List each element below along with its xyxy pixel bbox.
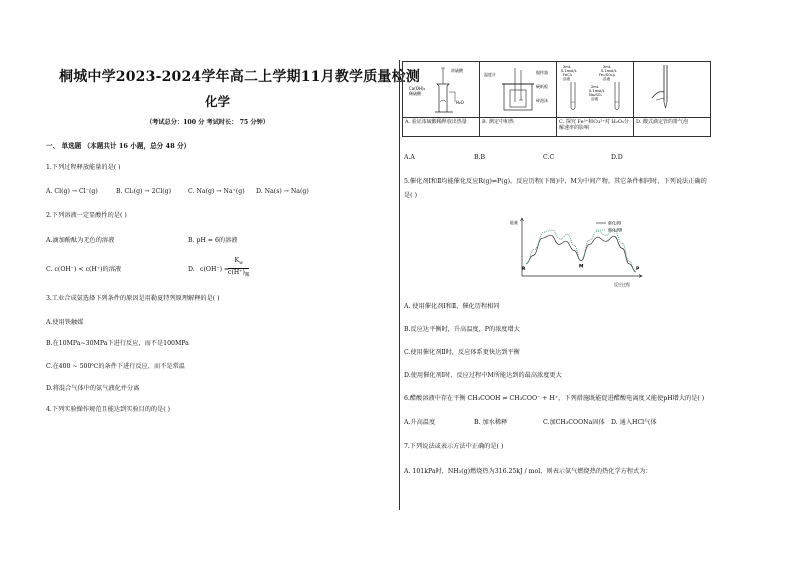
question-5-option-c: C.使用催化剂Ⅱ时，反应体系更快达到平衡 [404,349,520,356]
apparatus-caption-c: C. 探究 Fe³⁺和Cu²⁺对 H₂O₂分解速率的影响 [557,117,634,136]
chart-point-label-p: P [636,267,640,272]
question-4-option-b: B.B [474,154,486,161]
chart-ylabel: 能量 [510,220,518,225]
apparatus-c-label-10: 0.1mol/L [589,89,605,93]
chart-point-label-m: M [579,264,584,270]
question-1-option-d: D. Na(s) → Na(g) [256,188,309,195]
fraction-denominator: c(H⁺) [228,269,245,277]
question-7-option-a: A. 101kPa时，NH₃(g)燃烧热为316.25kJ / mol，则表示氨气燃烧热的热化学方程式为： [404,468,652,475]
question-5-option-b: B.反应达平衡时，升高温度，P的浓度增大 [404,326,520,333]
apparatus-cell-d [634,62,711,118]
apparatus-c-label-1: 2mL [563,65,571,69]
question-5-option-a: A. 使用催化剂Ⅰ和Ⅱ，催化历程相同 [404,303,500,310]
fraction-numerator-sub: w [239,261,243,267]
apparatus-c-label-8: 溶液 [603,77,611,81]
apparatus-b-label-4: 硬纸板 [536,84,548,89]
question-4-stem: 4.下列实验操作规范且能达到实验目的的是( ) [46,406,171,413]
question-2-option-a: A.滴加酚酞为无色的溶液 [46,237,115,244]
legend-label-1: 催化剂Ⅰ [608,220,622,226]
apparatus-b-label-3: 碎泡沫 [536,98,548,103]
question-6-stem: 6.醋酸溶液中存在平衡 CH₃COOH ⇌ CH₃COO⁻ + H⁺，下列措施既能促进醋酸电离度又能使pH增大的是( ) [404,395,705,402]
apparatus-a-label-1: Ca(OH)₂ [409,86,426,91]
question-2-stem: 2.下列溶液一定显酸性的是( ) [46,212,127,219]
question-3-option-a: A.使用铁触媒 [46,319,84,326]
question-3-option-d: D.将混合气体中的氨气液化并分离 [46,385,140,392]
apparatus-c-label-3: FeCl₃ [563,73,573,77]
apparatus-a-label-3: H₂O [456,100,464,105]
exam-title: 桐城中学2023-2024学年高二上学期11月教学质量检测 [59,69,421,85]
apparatus-c-label-9: 2mL [591,85,599,89]
question-2-option-d: D. [188,266,195,273]
apparatus-c-label-4: 溶液 [563,77,571,81]
apparatus-table [402,61,711,137]
question-5-stem-line-1: 5.催化剂Ⅰ和Ⅱ均能催化反应R(g)⇌P(g)。反应历程(下图)中，M为中间产物。其它条件相同时，下列说法正确的 [404,178,707,185]
apparatus-caption-d: D. 酸式滴定管的排气泡 [634,117,711,136]
apparatus-caption-b: B. 测定中和热 [480,117,557,136]
apparatus-caption-a: A. 验证浓硫酸稀释放出热量 [403,117,480,136]
fraction-numerator: K [234,257,240,264]
apparatus-a-label-4: 浓硫酸 [451,68,463,73]
apparatus-c-label-2: 0.1mol/L [561,69,577,73]
question-6-option-b: B. 加水稀释 [474,419,508,426]
chart-point-label-r: R [522,266,526,272]
exam-subject: 化学 [205,94,231,109]
question-6-option-a: A.升高温度 [404,419,436,426]
apparatus-cell-c [557,62,634,118]
apparatus-c-drawing [557,62,633,114]
question-3-stem: 3.工业合成氨选择下列条件的原因是用勒夏特列原理解释的是( ) [46,295,220,302]
apparatus-c-label-6: 0.1mol/L [601,69,617,73]
exam-meta: （考试总分：100 分 考试时长： 75 分钟） [146,119,269,126]
question-1-stem: 1.下列过程释放能量的是( ) [46,164,121,171]
apparatus-d-drawing [634,62,710,114]
chart-xlabel: 反应过程 [614,282,630,287]
apparatus-c-label-11: Na₂SO₃ [589,93,602,97]
question-6-option-c: C.加CH₃COONa固体 [543,419,605,426]
apparatus-c-label-12: 溶液 [591,97,599,101]
question-4-option-c: C.C [543,154,555,161]
question-5-stem-line-2: 是( ) [404,192,417,199]
apparatus-c-label-7: Fe₂(SO₄)₃ [599,73,616,77]
question-3-option-b: B.在10MPa~30MPa下进行反应，而不是100MPa [46,340,189,347]
question-4-option-d: D.D [611,154,623,161]
apparatus-c-label-5: 2mL [603,65,611,69]
fraction-denominator-sub: 稀 [244,273,250,279]
energy-profile-chart [508,214,648,294]
apparatus-cell-b [480,62,557,118]
question-1-option-c: C. Na(g) → Na⁺(g) [188,188,245,195]
question-5-option-d: D.使用催化剂Ⅰ时，反应过程中M所能达到的最高浓度更大 [404,372,562,379]
question-2-option-b: B. pH = 6的溶液 [188,237,238,244]
legend-label-2: 催化剂Ⅱ [608,227,622,233]
question-6-option-d: D. 通入HCl气体 [611,419,657,426]
section-heading: 一、 单选题 （本题共计 16 小题，总分 48 分） [46,142,191,150]
question-3-option-c: C.在400 ~ 500℃的条件下进行反应，而不是常温 [46,363,185,370]
chart-legend [596,220,622,233]
question-1-option-b: B. Cl₂(g) → 2Cl(g) [116,188,172,195]
question-2-fraction [228,257,249,280]
question-7-stem: 7.下列说法或表示方法中正确的是( ) [404,443,504,450]
column-divider [399,60,400,510]
apparatus-cell-a [403,62,480,118]
apparatus-b-label-1: 温度计 [484,72,496,77]
question-2-option-c: C. c(OH⁻) < c(H⁺)的溶液 [46,266,122,273]
question-1-option-a: A. Cl(g) → Cl⁻(g) [46,188,98,195]
apparatus-a-drawing [403,62,479,114]
question-2-fraction-lhs: c(OH⁻) = [200,266,230,273]
apparatus-b-label-2: 搅拌器 [536,70,548,75]
apparatus-a-label-2: 稀硫酸 [409,91,421,96]
apparatus-b-drawing [480,62,556,114]
question-4-option-a: A.A [404,154,415,161]
